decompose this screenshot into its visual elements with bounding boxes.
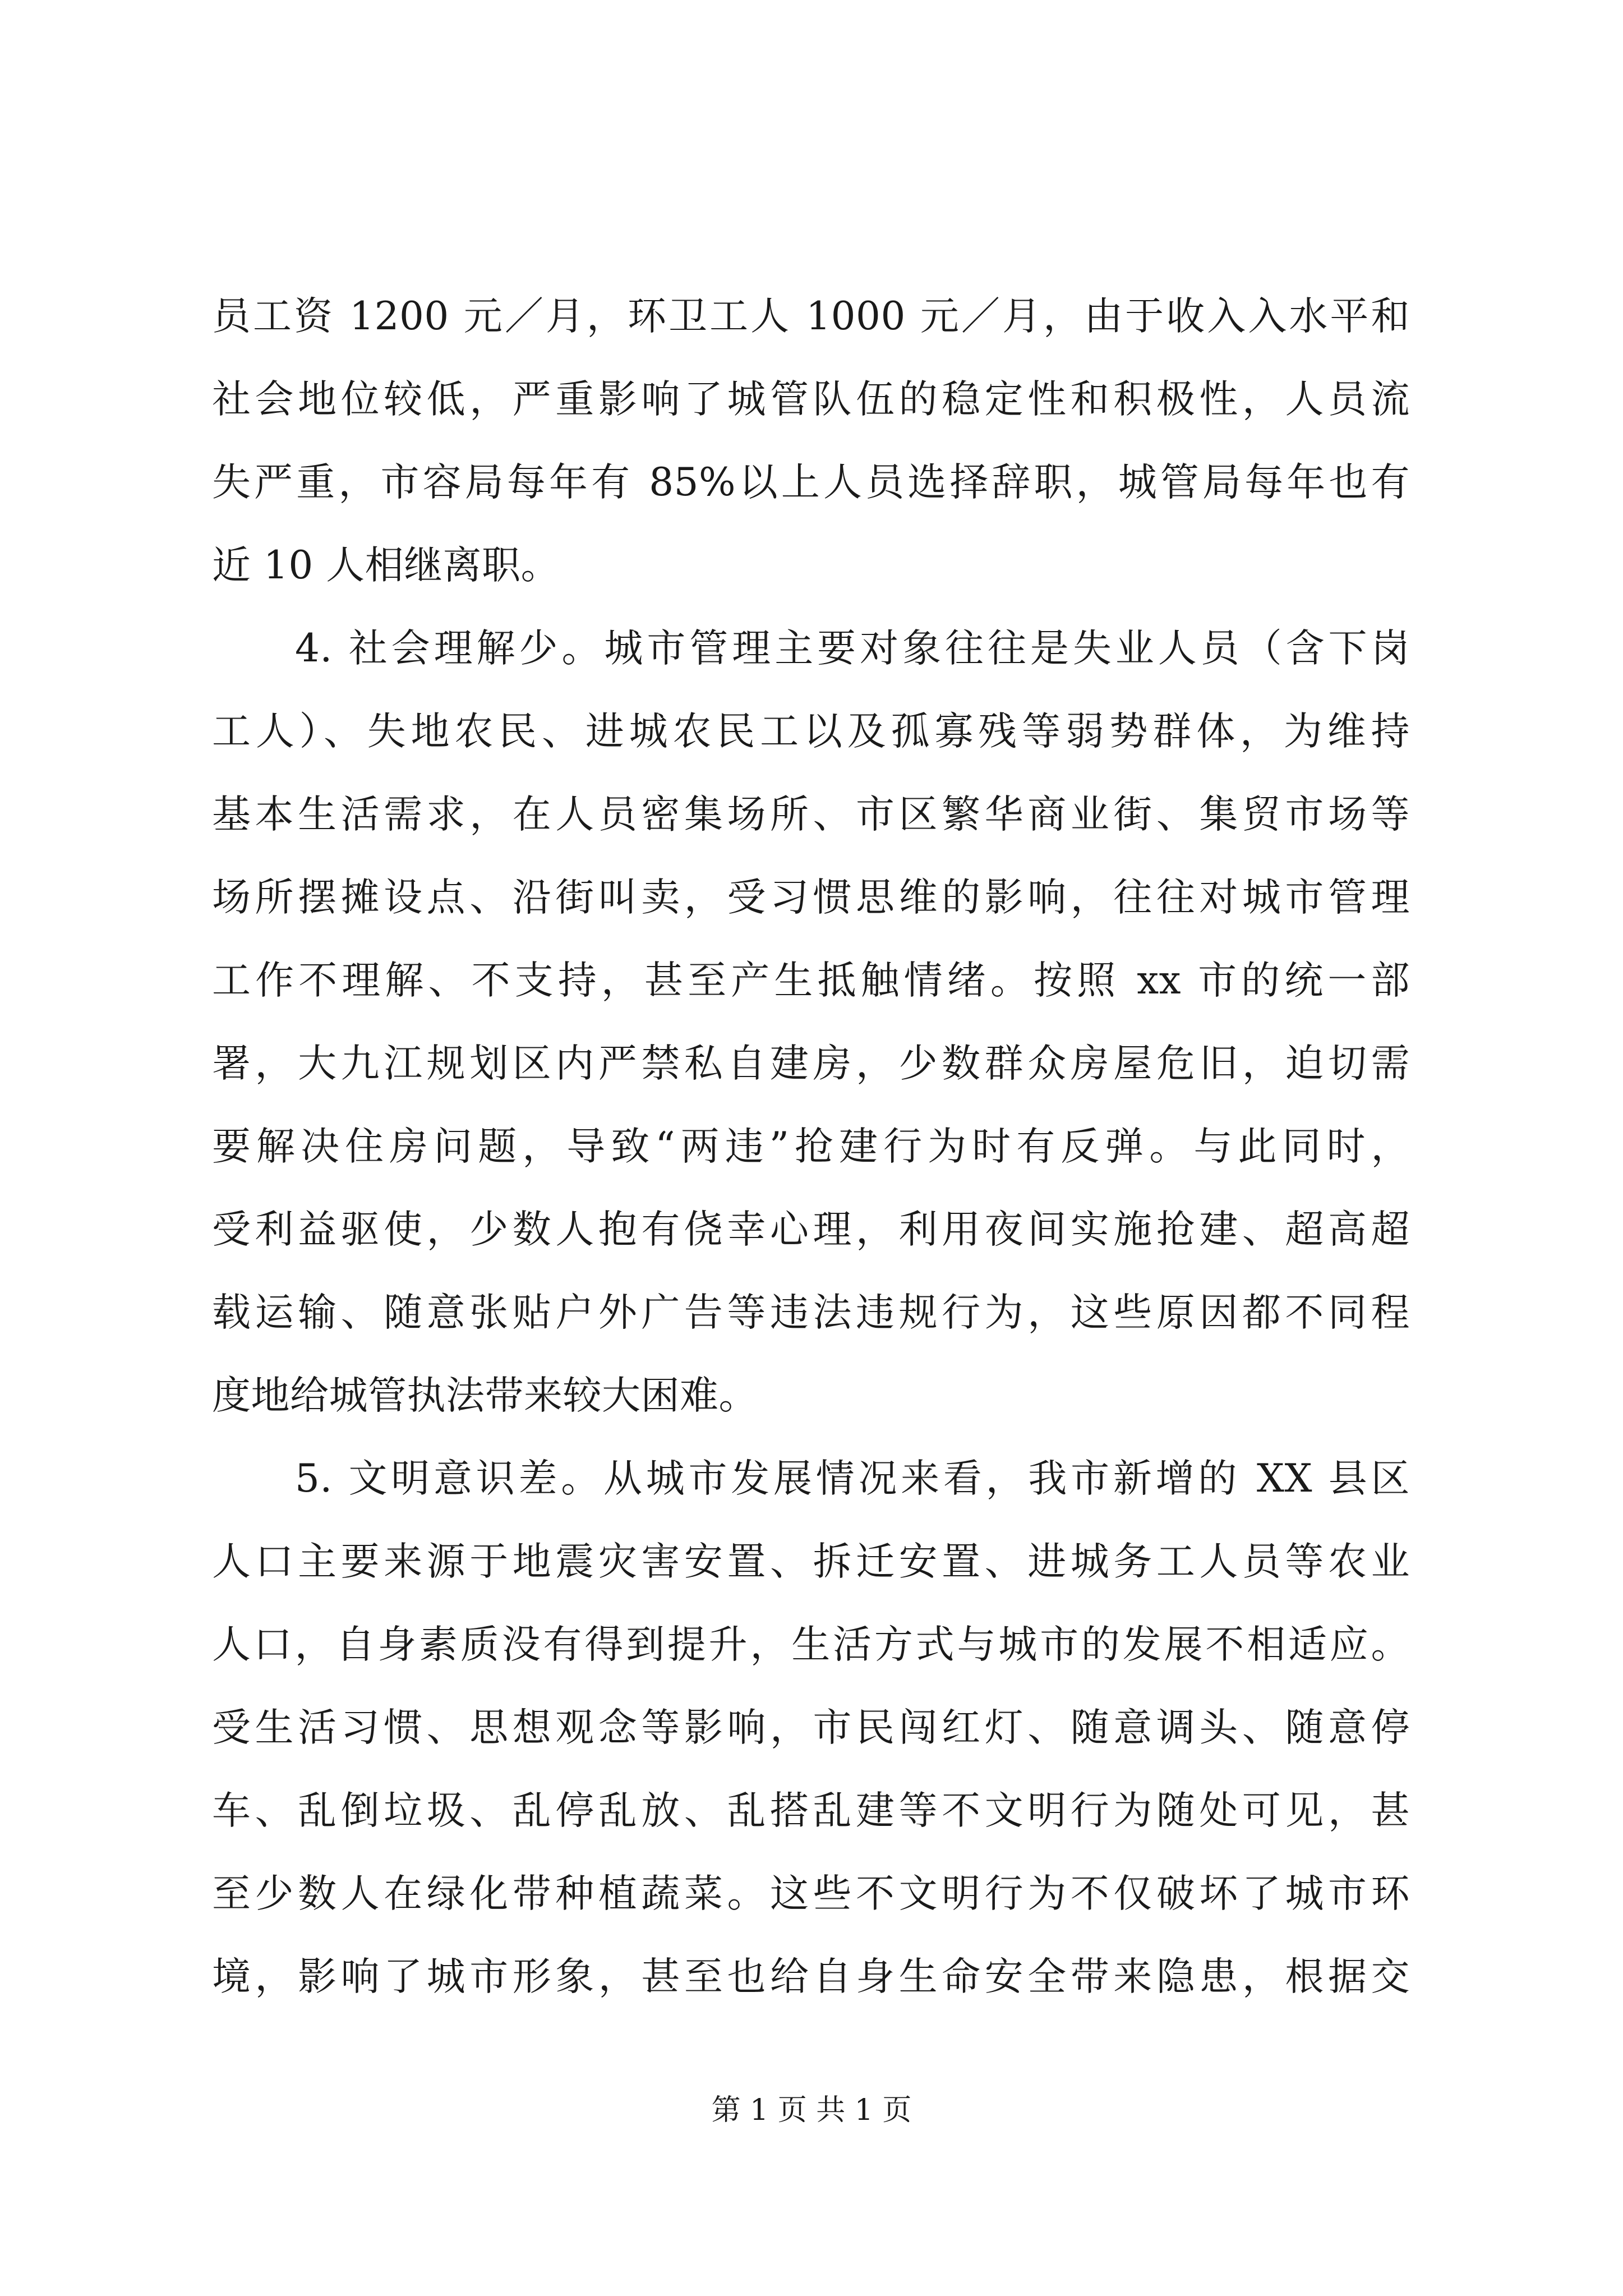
text-line: 载运输、随意张贴户外广告等违法违规行为，这些原因都不同程 xyxy=(212,1290,1410,1335)
text-line: 失严重，市容局每年有 85%以上人员选择辞职，城管局每年也有 xyxy=(212,460,1410,505)
text-line: 工人）、失地农民、进城农民工以及孤寡残等弱势群体，为维持 xyxy=(212,709,1410,754)
text-line: 4. 社会理解少。城市管理主要对象往往是失业人员（含下岗 xyxy=(295,626,1410,671)
document-body xyxy=(212,292,1410,2035)
text-line: 社会地位较低，严重影响了城管队伍的稳定性和积极性，人员流 xyxy=(212,377,1410,422)
text-line: 受利益驱使，少数人抱有侥幸心理，利用夜间实施抢建、超高超 xyxy=(212,1207,1410,1252)
page-footer: 第 1 页 共 1 页 xyxy=(711,2093,912,2127)
text-line: 至少数人在绿化带种植蔬菜。这些不文明行为不仅破坏了城市环 xyxy=(212,1871,1410,1916)
text-line: 工作不理解、不支持，甚至产生抵触情绪。按照 xx 市的统一部 xyxy=(212,958,1410,1003)
text-line: 度地给城管执法带来较大困难。 xyxy=(212,1373,758,1418)
text-line: 近 10 人相继离职。 xyxy=(212,543,560,588)
text-line: 5. 文明意识差。从城市发展情况来看，我市新增的 XX 县区 xyxy=(295,1456,1410,1501)
text-line: 署，大九江规划区内严禁私自建房，少数群众房屋危旧，迫切需 xyxy=(212,1041,1410,1086)
text-line: 车、乱倒垃圾、乱停乱放、乱搭乱建等不文明行为随处可见，甚 xyxy=(212,1788,1410,1833)
text-line: 境，影响了城市形象，甚至也给自身生命安全带来隐患，根据交 xyxy=(212,1954,1410,1999)
text-line: 受生活习惯、思想观念等影响，市民闯红灯、随意调头、随意停 xyxy=(212,1705,1410,1750)
text-line: 要解决住房问题，导致“两违”抢建行为时有反弹。与此同时， xyxy=(212,1124,1410,1169)
text-line: 基本生活需求，在人员密集场所、市区繁华商业街、集贸市场等 xyxy=(212,792,1410,837)
text-line: 人口，自身素质没有得到提升，生活方式与城市的发展不相适应。 xyxy=(212,1622,1410,1667)
text-line: 员工资 1200 元／月，环卫工人 1000 元／月，由于收入入水平和 xyxy=(212,294,1410,339)
text-line: 人口主要来源于地震灾害安置、拆迁安置、进城务工人员等农业 xyxy=(212,1539,1410,1584)
text-line: 场所摆摊设点、沿街叫卖，受习惯思维的影响，往往对城市管理 xyxy=(212,875,1410,920)
